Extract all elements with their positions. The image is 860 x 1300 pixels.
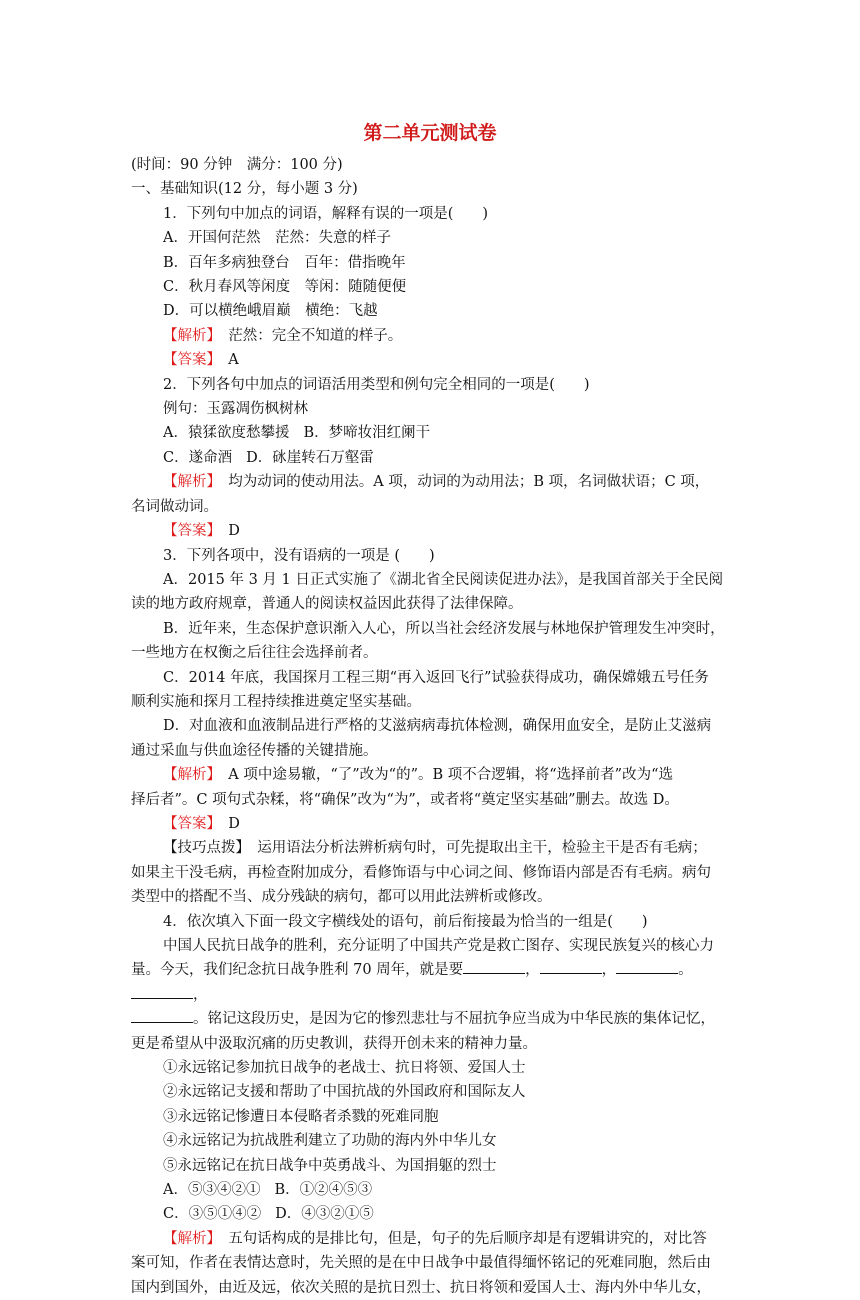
question-4-passage-4: 更是希望从中汲取沉痛的历史教训，获得开创未来的精神力量。 <box>131 1035 537 1052</box>
question-4-options-ab <box>131 1178 729 1202</box>
analysis-text: A 项中途易辙，“了”改为“的”。B 项不合逻辑，将“选择前者”改为“选 <box>213 767 673 784</box>
question-3-analysis-cont: 择后者”。C 项句式杂糅，将“确保”改为“为”，或者将“奠定坚实基础”删去。故选 D。 <box>131 791 679 808</box>
answer-text: D <box>213 523 240 540</box>
question-2-options-cd <box>131 446 729 470</box>
passage-text: 量。今天，我们纪念抗日战争胜利 70 周年，就是要 <box>131 962 464 979</box>
question-4-sentence-4: ④永远铭记为抗战胜利建立了功勋的海内外中华儿女 <box>163 1133 497 1150</box>
question-3-option-c: C．2014 年底，我国探月工程三期“再入返回飞行”试验获得成功，确保嫦娥五号任务 <box>163 669 709 686</box>
question-2-option-a: A．猿猱欲度愁攀援 <box>163 425 290 442</box>
question-3-option-a: A．2015 年 3 月 1 日正式实施了《湖北省全民阅读促进办法》，是我国首部关于全民阅 <box>163 571 724 588</box>
analysis-text: 五句话构成的是排比句，但是，句子的先后顺序却是有逻辑讲究的，对比答 <box>213 1230 707 1247</box>
question-3-option-b: B．近年来，生态保护意识渐入人心，所以当社会经济发展与林地保护管理发生冲突时， <box>163 620 725 637</box>
analysis-tag: 【解析】 <box>163 474 214 491</box>
answer-tag: 【答案】 <box>163 352 214 369</box>
question-1-option-a: A．开国何茫然 茫然：失意的样子 <box>163 230 391 247</box>
tip-text: 运用语法分析法辨析病句时，可先提取出主干，检验主干是否有毛病； <box>242 840 707 857</box>
section-heading: 一、基础知识(12 分，每小题 3 分) <box>131 181 358 198</box>
question-2-option-d: D．砯崖转石万壑雷 <box>246 449 374 466</box>
question-2-analysis-cont: 名词做动词。 <box>131 498 218 515</box>
question-4-analysis <box>131 1227 729 1251</box>
question-4-analysis-cont-2: 国内到国外，由近及远，依次关照的是抗日烈士、抗日将领和爱国人士、海内外中华儿女， <box>131 1279 711 1296</box>
blank-line <box>131 984 193 999</box>
question-4-sentence-2: ②永远铭记支援和帮助了中国抗战的外国政府和国际友人 <box>163 1084 526 1101</box>
question-1-option-b: B．百年多病独登台 百年：借指晚年 <box>163 254 406 271</box>
question-4-passage-3 <box>131 1007 729 1031</box>
question-4-option-b: B．①②④⑤③ <box>274 1182 373 1199</box>
passage-text: 。铭记这段历史，是因为它的惨烈悲壮与不屈抗争应当成为中华民族的集体记忆， <box>193 1011 715 1028</box>
answer-text: D <box>213 815 240 832</box>
question-4-option-d: D．④③②①⑤ <box>275 1206 374 1223</box>
page-title: 第二单元测试卷 <box>363 122 497 144</box>
question-4-option-c: C．③⑤①④② <box>163 1206 262 1223</box>
analysis-tag: 【解析】 <box>163 1230 214 1247</box>
exam-meta: (时间：90 分钟 满分：100 分) <box>131 157 343 173</box>
analysis-tag: 【解析】 <box>163 327 214 344</box>
blank-line <box>463 959 525 974</box>
question-2-analysis <box>131 470 729 494</box>
answer-tag: 【答案】 <box>163 523 214 540</box>
question-3-option-c-cont: 顺利实施和探月工程持续推进奠定坚实基础。 <box>131 693 421 710</box>
question-3-option-b-cont: 一些地方在权衡之后往往会选择前者。 <box>131 645 378 662</box>
tip-tag: 【技巧点拨】 <box>163 840 243 857</box>
blank-line <box>616 959 678 974</box>
analysis-text: 茫然：完全不知道的样子。 <box>213 327 403 344</box>
document-body <box>131 153 729 1300</box>
question-1-stem: 1．下列句中加点的词语，解释有误的一项是( ) <box>163 205 489 222</box>
question-3-analysis <box>131 763 729 787</box>
question-1-answer <box>131 348 729 372</box>
question-4-analysis-cont-1: 案可知，作者在表情达意时，先关照的是在中日战争中最值得缅怀铭记的死难同胞，然后由 <box>131 1255 711 1272</box>
question-1-option-d: D．可以横绝峨眉巅 横绝：飞越 <box>163 303 378 320</box>
question-2-options-ab <box>131 421 729 445</box>
blank-line <box>540 959 602 974</box>
blank-line <box>131 1008 193 1023</box>
question-3-option-d: D．对血液和血液制品进行严格的艾滋病病毒抗体检测，确保用血安全，是防止艾滋病 <box>163 718 712 735</box>
question-4-passage-2: 量。今天，我们纪念抗日战争胜利 70 周年，就是要 ， ， 。， <box>131 958 729 1007</box>
question-1-option-c: C．秋月春风等闲度 等闲：随随便便 <box>163 279 407 296</box>
question-1-analysis <box>131 324 729 348</box>
question-2-answer <box>131 519 729 543</box>
question-3-stem: 3．下列各项中，没有语病的一项是 ( ) <box>163 547 435 564</box>
analysis-text: 均为动词的使动用法。A 项，动词的为动用法；B 项，名词做状语；C 项， <box>213 474 710 491</box>
answer-tag: 【答案】 <box>163 815 214 832</box>
analysis-tag: 【解析】 <box>163 767 214 784</box>
question-3-option-d-cont: 通过采血与供血途径传播的关键措施。 <box>131 742 378 759</box>
question-2-option-b: B．梦啼妆泪红阑干 <box>303 425 431 442</box>
question-4-sentence-3: ③永远铭记惨遭日本侵略者杀戮的死难同胞 <box>163 1108 439 1125</box>
question-4-option-a: A．⑤③④②① <box>163 1182 261 1199</box>
question-4-stem: 4．依次填入下面一段文字横线处的语句，前后衔接最为恰当的一组是( ) <box>163 913 648 930</box>
question-2-example: 例句：玉露凋伤枫树林 <box>163 401 308 418</box>
answer-text: A <box>213 352 239 369</box>
question-3-answer <box>131 812 729 836</box>
question-2-option-c: C．遂命酒 <box>163 449 233 466</box>
question-4-sentence-5: ⑤永远铭记在抗日战争中英勇战斗、为国捐躯的烈士 <box>163 1157 497 1174</box>
question-2-stem: 2．下列各句中加点的词语活用类型和例句完全相同的一项是( ) <box>163 376 590 393</box>
question-4-options-cd <box>131 1202 729 1226</box>
question-4-passage-1: 中国人民抗日战争的胜利，充分证明了中国共产党是救亡图存、实现民族复兴的核心力 <box>163 938 714 954</box>
question-3-tip-cont-2: 类型中的搭配不当、成分残缺的病句，都可以用此法辨析或修改。 <box>131 889 552 906</box>
question-4-sentence-1: ①永远铭记参加抗日战争的老战士、抗日将领、爱国人士 <box>163 1060 526 1077</box>
question-3-tip-cont-1: 如果主干没毛病，再检查附加成分，看修饰语与中心词之间、修饰语内部是否有毛病。病句 <box>131 864 711 881</box>
question-3-tip <box>131 836 729 860</box>
question-3-option-a-cont: 读的地方政府规章，普通人的阅读权益因此获得了法律保障。 <box>131 596 523 613</box>
